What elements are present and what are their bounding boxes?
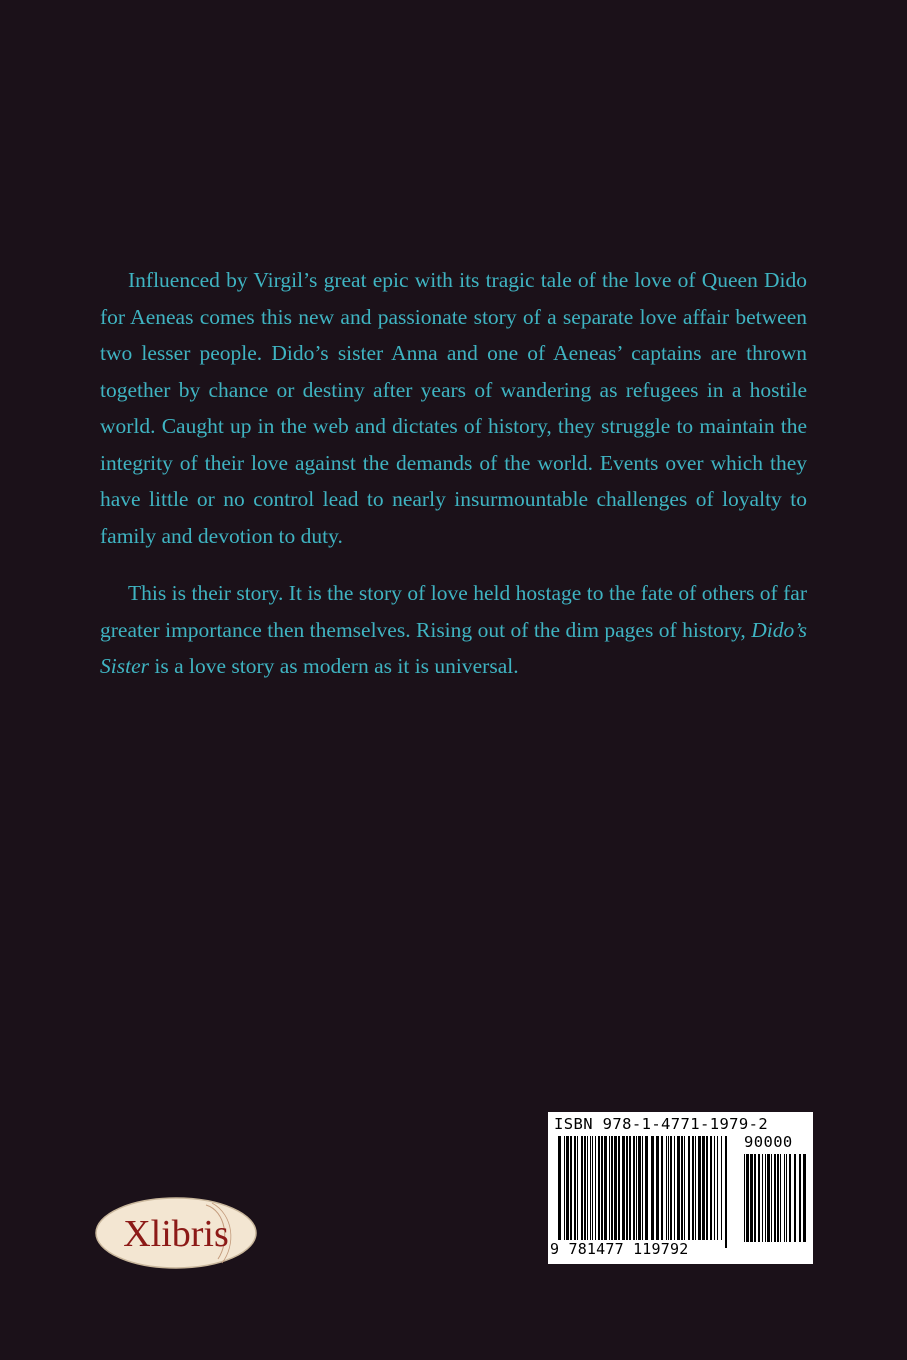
barcode-bar — [656, 1136, 659, 1240]
barcode-bar — [684, 1136, 685, 1240]
barcode-bar — [674, 1136, 675, 1240]
barcode-bar — [564, 1136, 565, 1248]
barcode-bar — [777, 1154, 779, 1242]
barcode-bar — [629, 1136, 631, 1240]
xlibris-logo — [94, 1193, 259, 1271]
barcode-bar — [661, 1136, 663, 1240]
back-cover-blurb — [100, 262, 807, 685]
barcode-bar — [692, 1136, 694, 1240]
barcode-bar — [750, 1154, 753, 1242]
blurb-paragraph-2-end: is a love story as modern as it is universal. — [148, 654, 519, 678]
barcode-bar — [574, 1136, 576, 1240]
barcode-bar — [584, 1136, 586, 1240]
barcode-bar — [786, 1154, 787, 1242]
barcode-bar — [570, 1136, 572, 1240]
barcode-bar — [681, 1136, 683, 1240]
barcode-bar — [774, 1154, 776, 1242]
barcode-bar — [622, 1136, 625, 1240]
barcode-bar — [601, 1136, 603, 1240]
barcode-bar — [645, 1136, 648, 1248]
barcode-bar — [771, 1154, 772, 1242]
barcode-bar — [695, 1136, 696, 1240]
barcode-bar — [789, 1154, 791, 1242]
barcode-bar — [717, 1136, 718, 1240]
barcode-bar — [746, 1154, 749, 1242]
barcode-bar — [710, 1136, 712, 1240]
barcode-bar — [799, 1154, 801, 1242]
barcode-bar — [592, 1136, 593, 1240]
isbn-number: ISBN 978-1-4771-1979-2 — [554, 1115, 769, 1133]
barcode-addon-number: 90000 — [744, 1133, 793, 1151]
barcode-bar — [702, 1136, 705, 1240]
barcode-bar — [633, 1136, 635, 1240]
barcode-bar — [725, 1136, 727, 1248]
barcode-bar — [780, 1154, 781, 1242]
barcode-bar — [677, 1136, 680, 1240]
barcode-bar — [609, 1136, 610, 1240]
barcode-bar — [714, 1136, 715, 1240]
barcode-addon-bars — [744, 1154, 806, 1250]
barcode-bar — [666, 1136, 667, 1240]
barcode-bar — [595, 1136, 596, 1240]
barcode-bar — [618, 1136, 620, 1240]
barcode-bar — [721, 1136, 722, 1240]
book-title: Dido’s Sister — [100, 617, 807, 678]
barcode-bar — [688, 1136, 690, 1240]
barcode-bar — [744, 1154, 745, 1242]
barcode-bar — [784, 1154, 785, 1242]
barcode-bar — [614, 1136, 617, 1240]
barcode-bar — [626, 1136, 628, 1240]
barcode-main-bars — [558, 1136, 728, 1248]
barcode-bar — [638, 1136, 641, 1240]
barcode-bar — [598, 1136, 600, 1240]
barcode-bar — [670, 1136, 672, 1240]
barcode-bar — [636, 1136, 637, 1240]
barcode-bar — [767, 1154, 770, 1242]
barcode-bar — [558, 1136, 561, 1248]
blurb-paragraph-2-start: This is their story. It is the story of love held hostage to the fate of others of far greater importance then themselves. Rising out of the dim pages of history, — [100, 581, 807, 642]
barcode-bar — [642, 1136, 643, 1248]
barcode-bar — [794, 1154, 796, 1242]
barcode-bar — [581, 1136, 583, 1240]
isbn-barcode — [548, 1112, 813, 1264]
barcode-bar — [758, 1154, 760, 1242]
barcode-bar — [651, 1136, 654, 1240]
barcode-bar — [754, 1154, 756, 1242]
barcode-bar — [706, 1136, 708, 1240]
xlibris-logo-text: Xlibris — [123, 1213, 229, 1255]
barcode-bar — [668, 1136, 669, 1240]
barcode-bar — [698, 1136, 701, 1240]
barcode-bar — [611, 1136, 613, 1240]
barcode-bar — [803, 1154, 806, 1242]
blurb-paragraph-1 — [100, 262, 807, 554]
barcode-bar — [590, 1136, 591, 1240]
barcode-bar — [765, 1154, 766, 1242]
barcode-bar — [587, 1136, 588, 1240]
barcode-bar — [762, 1154, 763, 1242]
ean-number: 9 781477 119792 — [550, 1240, 689, 1258]
blurb-paragraph-1-text: Influenced by Virgil’s great epic with its tragic tale of the love of Queen Dido for Aeneas comes this new and passionate story of a separate love affair between two lesser people. Dido’s sister Anna and one of Aeneas’ captains are thrown together by chance or destiny after years of wandering as refugees in a hostile world. Caught up in the web and dictates of history, they struggle to maintain the integrity of their love against the demands of the world. Events over which they have little or no control lead to nearly insurmountable challenges of loyalty to family and devotion to duty. — [100, 268, 807, 548]
barcode-bar — [577, 1136, 578, 1240]
blurb-paragraph-2 — [100, 575, 807, 685]
barcode-bar — [604, 1136, 607, 1240]
barcode-bar — [566, 1136, 569, 1240]
